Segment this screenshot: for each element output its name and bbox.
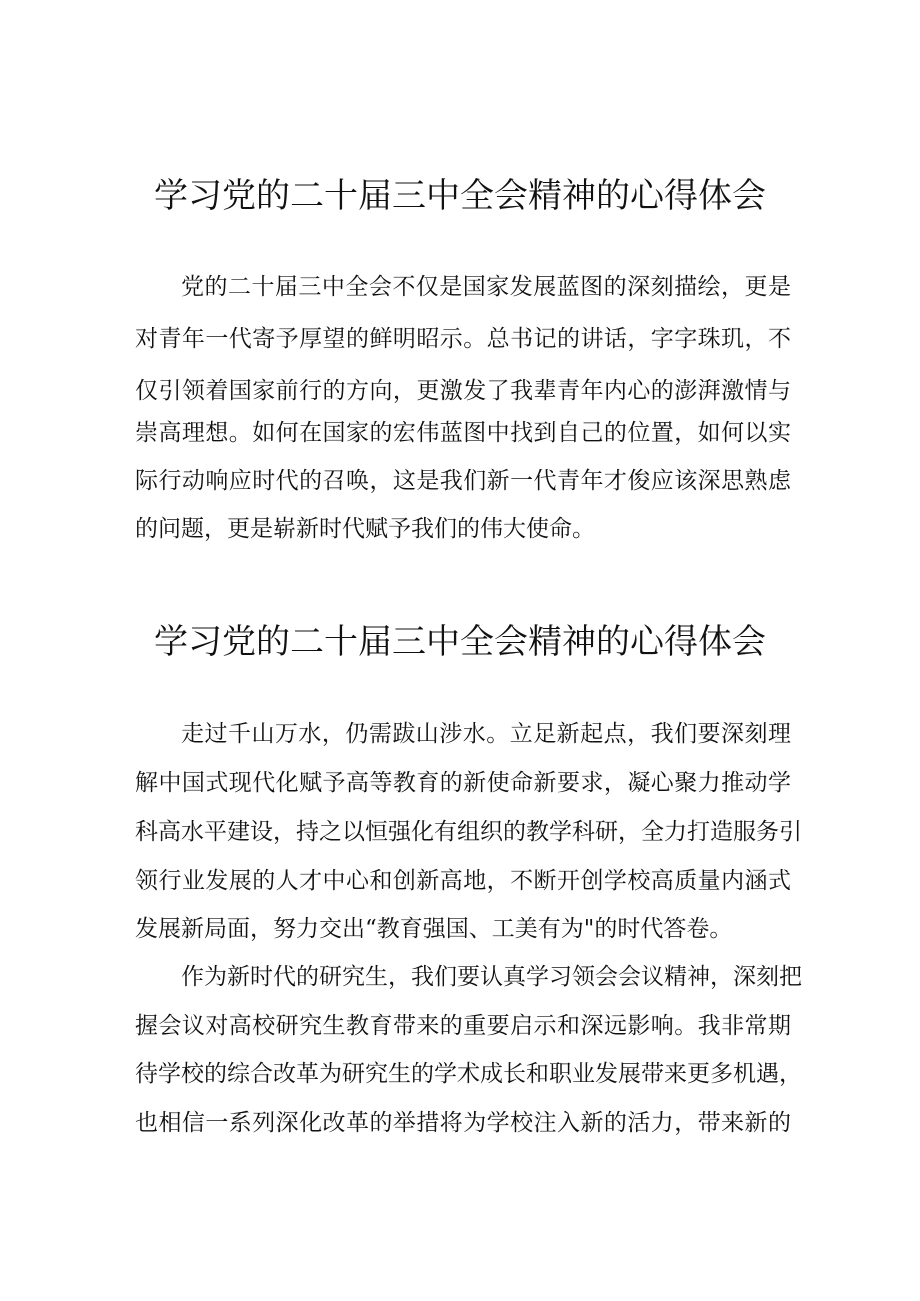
paragraph-line: 崇高理想。如何在国家的宏伟蓝图中找到自己的位置，如何以实 [135,420,791,446]
paragraph-line: 待学校的综合改革为研究生的学术成长和职业发展带来更多机遇， [135,1061,802,1087]
paragraph-line: 际行动响应时代的召唤，这是我们新一代青年才俊应该深思熟虑 [135,468,791,494]
paragraph-line: 的问题，更是崭新时代赋予我们的伟大使命。 [135,516,595,542]
paragraph-line: 发展新局面，努力交出“教育强国、工美有为"的时代答卷。 [135,916,733,942]
paragraph-line: 对青年一代寄予厚望的鲜明昭示。总书记的讲话，字字珠玑，不 [135,326,791,352]
paragraph-line: 握会议对高校研究生教育带来的重要启示和深远影响。我非常期 [135,1013,791,1039]
paragraph-line: 党的二十届三中全会不仅是国家发展蓝图的深刻描绘，更是 [181,274,791,300]
paragraph-line: 走过千山万水，仍需跋山涉水。立足新起点，我们要深刻理 [181,721,791,747]
section-title: 学习党的二十届三中全会精神的心得体会 [154,176,766,216]
paragraph-line: 仅引领着国家前行的方向，更激发了我辈青年内心的澎湃激情与 [135,378,791,404]
paragraph-line: 也相信一系列深化改革的举措将为学校注入新的活力，带来新的 [135,1110,791,1136]
paragraph-line: 作为新时代的研究生，我们要认真学习领会会议精神，深刻把 [181,964,802,990]
paragraph-line: 解中国式现代化赋予高等教育的新使命新要求，凝心聚力推动学 [135,770,791,796]
section-title: 学习党的二十届三中全会精神的心得体会 [154,622,766,662]
paragraph-line: 科高水平建设，持之以恒强化有组织的教学科研，全力打造服务引 [135,819,802,845]
paragraph-line: 领行业发展的人才中心和创新高地，不断开创学校高质量内涵式 [135,868,791,894]
